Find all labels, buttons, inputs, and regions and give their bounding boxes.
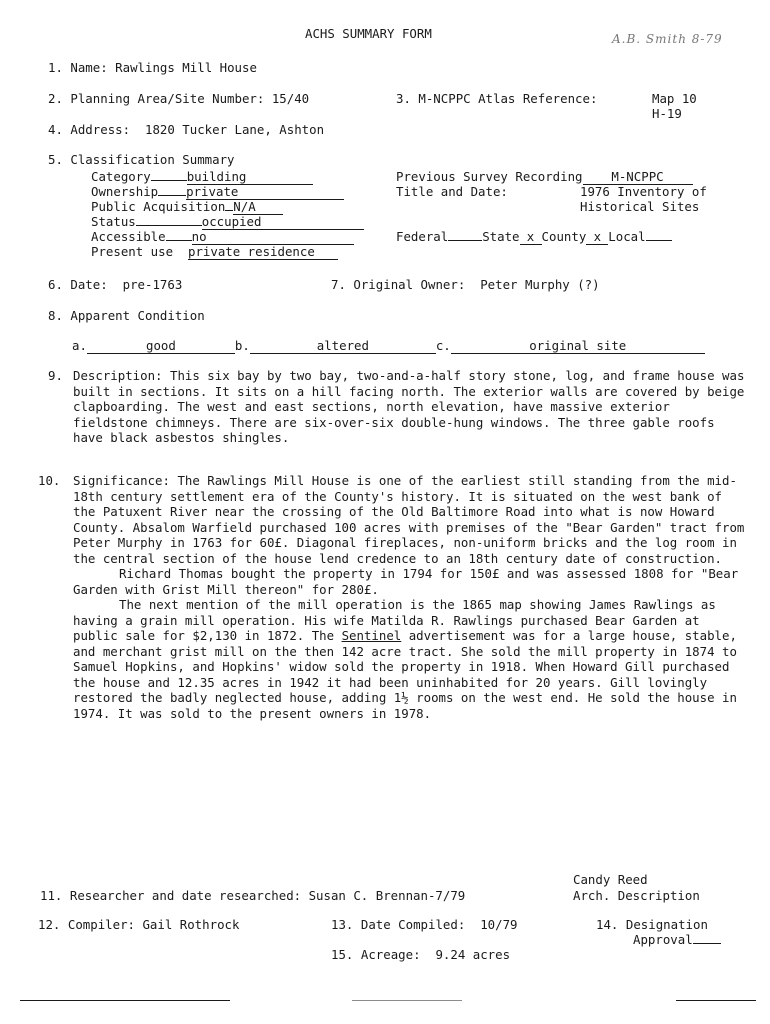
field-2-planning-area: [48, 91, 309, 106]
field-value: Gail Rothrock: [142, 917, 240, 932]
field-7-original-owner: [331, 277, 600, 292]
field-number: 12.: [38, 917, 61, 932]
field-number: 7.: [331, 277, 346, 292]
field-number: 2.: [48, 91, 63, 106]
field-value: 9.24 acres: [435, 947, 511, 962]
field-value: pre-1763: [122, 277, 183, 292]
sentinel-newspaper-title: Sentinel: [341, 628, 402, 643]
field-label: Acreage:: [360, 947, 421, 962]
field-label: Designation: [625, 917, 708, 932]
field-label: Description:: [73, 368, 163, 383]
atlas-grid-value: H-19: [652, 106, 682, 121]
description-text: This six bay by two bay, two-and-a-half story stone, log, and frame house was built in sections. It sits on a hill facing north. The exterior walls are covered by beige clapboarding. The west and east sections, north elevation, have massive exterior fieldstone chimneys. There are six-over-six double-hung windows. The three gable roofs have black asbestos shingles.: [73, 368, 745, 445]
field-number: 4.: [48, 122, 63, 137]
field-label: Researcher and date researched:: [69, 888, 302, 903]
field-value: 15/40: [271, 91, 310, 106]
classification-row-present-use: Present use private residence: [91, 244, 338, 260]
field-15-acreage: [331, 947, 510, 962]
bottom-rule-left: [20, 1000, 230, 1001]
field-value: Susan C. Brennan-7/79: [308, 888, 466, 903]
field-3-atlas-reference: [396, 91, 597, 106]
field-label: Significance:: [73, 473, 170, 488]
note-name: Candy Reed: [573, 872, 648, 887]
field-number: 1.: [48, 60, 63, 75]
bottom-rule-right: [676, 1000, 756, 1001]
field-10-number: 10.: [38, 473, 61, 488]
field-8-apparent-condition: [48, 308, 205, 323]
field-label: Name:: [70, 60, 108, 75]
jurisdiction-checklist: Federal State x County x Local: [396, 229, 672, 245]
field-number: 14.: [596, 917, 619, 932]
field-label: Original Owner:: [353, 277, 466, 292]
field-number: 8.: [48, 308, 63, 323]
field-number: 11.: [40, 888, 63, 903]
field-11-researcher: [40, 888, 465, 903]
field-10-significance: [73, 473, 751, 721]
field-label: Compiler:: [67, 917, 135, 932]
field-label: Classification Summary: [70, 152, 235, 167]
field-number: 5.: [48, 152, 63, 167]
classification-row-ownership: Ownership private: [91, 184, 344, 200]
field-13-date-compiled: [331, 917, 518, 932]
field-number: 6.: [48, 277, 63, 292]
field-label: Date Compiled:: [360, 917, 466, 932]
field-1-name: [48, 60, 257, 75]
bottom-rule-middle: [352, 1000, 462, 1001]
field-number: 15.: [331, 947, 354, 962]
field-label: Date:: [70, 277, 108, 292]
classification-row-status: Status occupied: [91, 214, 364, 230]
field-number: 13.: [331, 917, 354, 932]
significance-paragraph-1: The Rawlings Mill House is one of the earliest still standing from the mid-18th century settlement era of the County's history. It is situated on the west bank of the Patuxent River near the crossing of the Old Baltimore Road into what is now Howard County. Absalom Warfield purchased 100 acres with premises of the "Bear Garden" tract from Peter Murphy in 1763 for 60£. Diagonal fireplaces, non-uniform bricks and the log room in the central section of the house lend credence to an 18th century date of construction.: [73, 473, 745, 566]
field-label: Planning Area/Site Number:: [70, 91, 265, 106]
title-and-date-value-1: 1976 Inventory of: [580, 184, 707, 199]
classification-row-accessible: Accessible no: [91, 229, 354, 245]
classification-row-category: Category building: [91, 169, 313, 185]
condition-row: a. good b. altered c. original site: [72, 338, 705, 354]
field-12-compiler: [38, 917, 239, 932]
field-label: Approval: [633, 932, 693, 947]
field-value: Rawlings Mill House: [115, 60, 257, 75]
title-and-date-label: Title and Date:: [396, 184, 508, 199]
field-4-address: [48, 122, 324, 137]
field-9-number: 9.: [48, 368, 63, 383]
field-label: Apparent Condition: [70, 308, 205, 323]
field-14-designation: [596, 917, 708, 932]
field-label: M-NCPPC Atlas Reference:: [418, 91, 598, 106]
field-6-date: [48, 277, 182, 292]
field-5-classification-heading: [48, 152, 235, 167]
field-value: 10/79: [480, 917, 518, 932]
significance-paragraph-3: The next mention of the mill operation is the 1865 map showing James Rawlings as having a grain mill operation. His wife Matilda R. Rawlings purchased Bear Garden at public sale for $2,130 in 1872. The Sentinel advertisement was for a large house, stable, and merchant grist mill on the then 142 acre tract. She sold the mill property in 1874 to Samuel Hopkins, and Hopkins' widow sold the property in 1918. When Howard Gill purchased the house and 12.35 acres in 1942 it had been uninhabited for 20 years. Gill lovingly restored the badly neglected house, adding 1½ rooms on the west end. He sold the house in 1974. It was sold to the present owners in 1978.: [73, 597, 737, 721]
handwritten-corner-note: A.B. Smith 8-79: [612, 32, 723, 46]
field-value: Peter Murphy (?): [480, 277, 600, 292]
atlas-map-value: Map 10: [652, 91, 697, 106]
note-role: Arch. Description: [573, 888, 700, 903]
classification-row-public-acquisition: Public Acquisition N/A: [91, 199, 283, 215]
field-number: 3.: [396, 91, 411, 106]
field-9-description: [73, 368, 751, 446]
field-label: Address:: [70, 122, 131, 137]
title-and-date-value-2: Historical Sites: [580, 199, 700, 214]
form-title: ACHS SUMMARY FORM: [305, 26, 432, 41]
field-value: 1820 Tucker Lane, Ashton: [145, 122, 325, 137]
previous-survey-recording: Previous Survey Recording M-NCPPC: [396, 169, 693, 185]
field-14-approval: [633, 932, 721, 947]
significance-paragraph-2: Richard Thomas bought the property in 1794 for 150£ and was assessed 1808 for "Bear Garden with Grist Mill thereon" for 280£.: [73, 566, 739, 597]
